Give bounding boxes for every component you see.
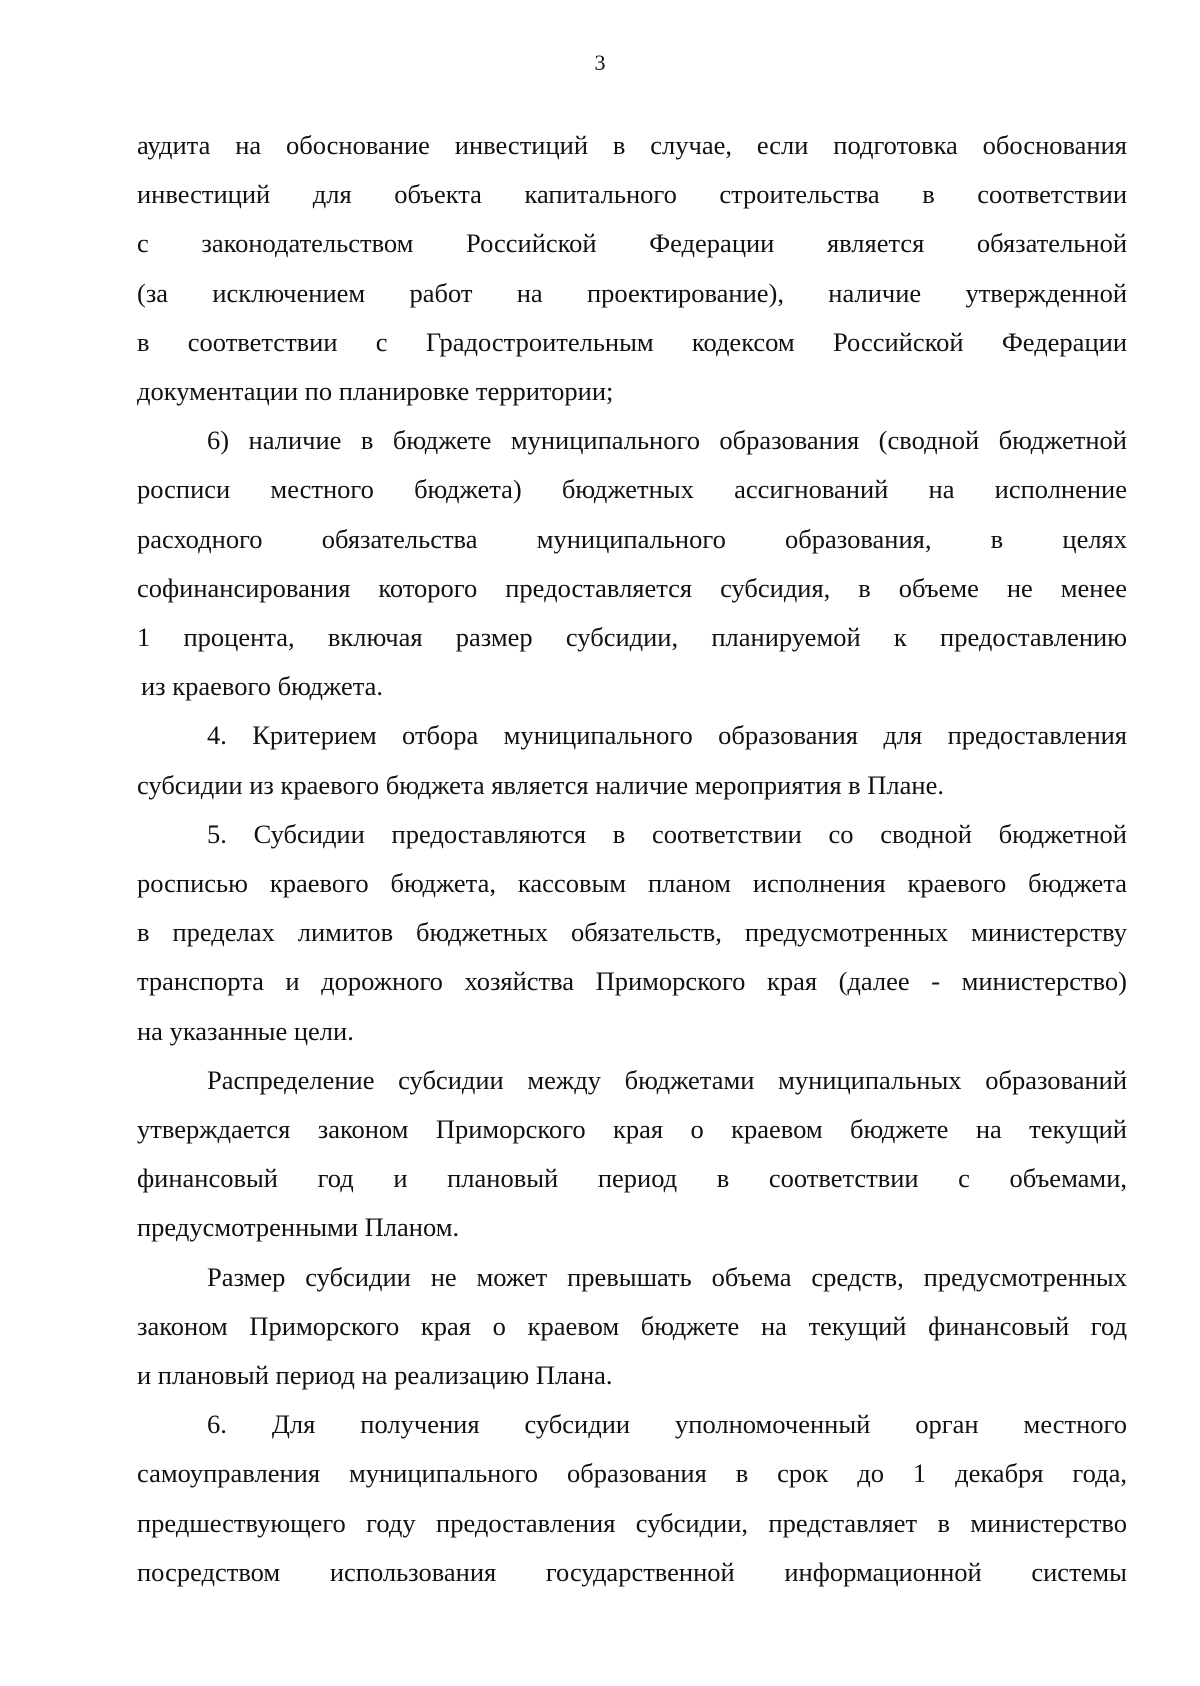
text-line: софинансирования которого предоставляется субсидия, в объеме не менее [137, 572, 1127, 603]
text-line: на указанные цели. [137, 1015, 354, 1046]
paragraph-distribution [137, 1056, 1127, 1253]
text-line: транспорта и дорожного хозяйства Приморского края (далее - министерство) [137, 966, 1127, 997]
text-line: росписи местного бюджета) бюджетных ассигнований на исполнение [137, 474, 1127, 505]
text-line: утверждается законом Приморского края о краевом бюджете на текущий [137, 1114, 1127, 1145]
text-line: документации по планировке территории; [137, 376, 614, 407]
text-line: 1 процента, включая размер субсидии, планируемой к предоставлению [137, 622, 1127, 653]
text-line: инвестиций для объекта капитального строительства в соответствии [137, 179, 1127, 210]
text-line: в соответствии с Градостроительным кодексом Российской Федерации [137, 326, 1127, 357]
text-line: Размер субсидии не может превышать объема средств, предусмотренных [207, 1261, 1127, 1292]
paragraph-item-6-budget [137, 416, 1127, 711]
text-line: предусмотренными Планом. [137, 1212, 460, 1243]
text-line: посредством использования государственной информационной системы [137, 1556, 1127, 1587]
text-line: законом Приморского края о краевом бюджете на текущий финансовый год [137, 1310, 1127, 1341]
text-line: 5. Субсидии предоставляются в соответствии со сводной бюджетной [207, 818, 1127, 849]
text-line: с законодательством Российской Федерации является обязательной [137, 228, 1127, 259]
text-line: 4. Критерием отбора муниципального образования для предоставления [207, 720, 1127, 751]
text-line: (за исключением работ на проектирование), наличие утвержденной [137, 277, 1127, 308]
page-number: 3 [594, 50, 606, 75]
text-line: 6. Для получения субсидии уполномоченный орган местного [207, 1409, 1127, 1440]
text-line: Распределение субсидии между бюджетами муниципальных образований [207, 1064, 1127, 1095]
text-line: в пределах лимитов бюджетных обязательств, предусмотренных министерству [137, 917, 1127, 948]
text-line: субсидии из краевого бюджета является наличие мероприятия в Плане. [137, 769, 944, 800]
paragraph-subsidy-size [137, 1253, 1127, 1401]
text-line: предшествующего году предоставления субсидии, представляет в министерство [137, 1507, 1127, 1538]
text-line: росписью краевого бюджета, кассовым планом исполнения краевого бюджета [137, 868, 1127, 899]
text-line: финансовый год и плановый период в соответствии с объемами, [137, 1163, 1127, 1194]
text-line: аудита на обоснование инвестиций в случае, если подготовка обоснования [137, 130, 1127, 160]
paragraph-section-5-subsidies [137, 810, 1127, 1056]
paragraph-audit-continuation [137, 121, 1127, 416]
text-line: и плановый период на реализацию Плана. [137, 1360, 613, 1391]
text-line: из краевого бюджета. [141, 671, 384, 702]
text-line: расходного обязательства муниципального образования, в целях [137, 523, 1127, 554]
document-body [137, 121, 1127, 1597]
paragraph-section-4-criterion [137, 711, 1127, 809]
paragraph-section-6-application [137, 1400, 1127, 1597]
text-line: самоуправления муниципального образования в срок до 1 декабря года, [137, 1458, 1127, 1489]
text-line: 6) наличие в бюджете муниципального образования (сводной бюджетной [207, 425, 1127, 456]
